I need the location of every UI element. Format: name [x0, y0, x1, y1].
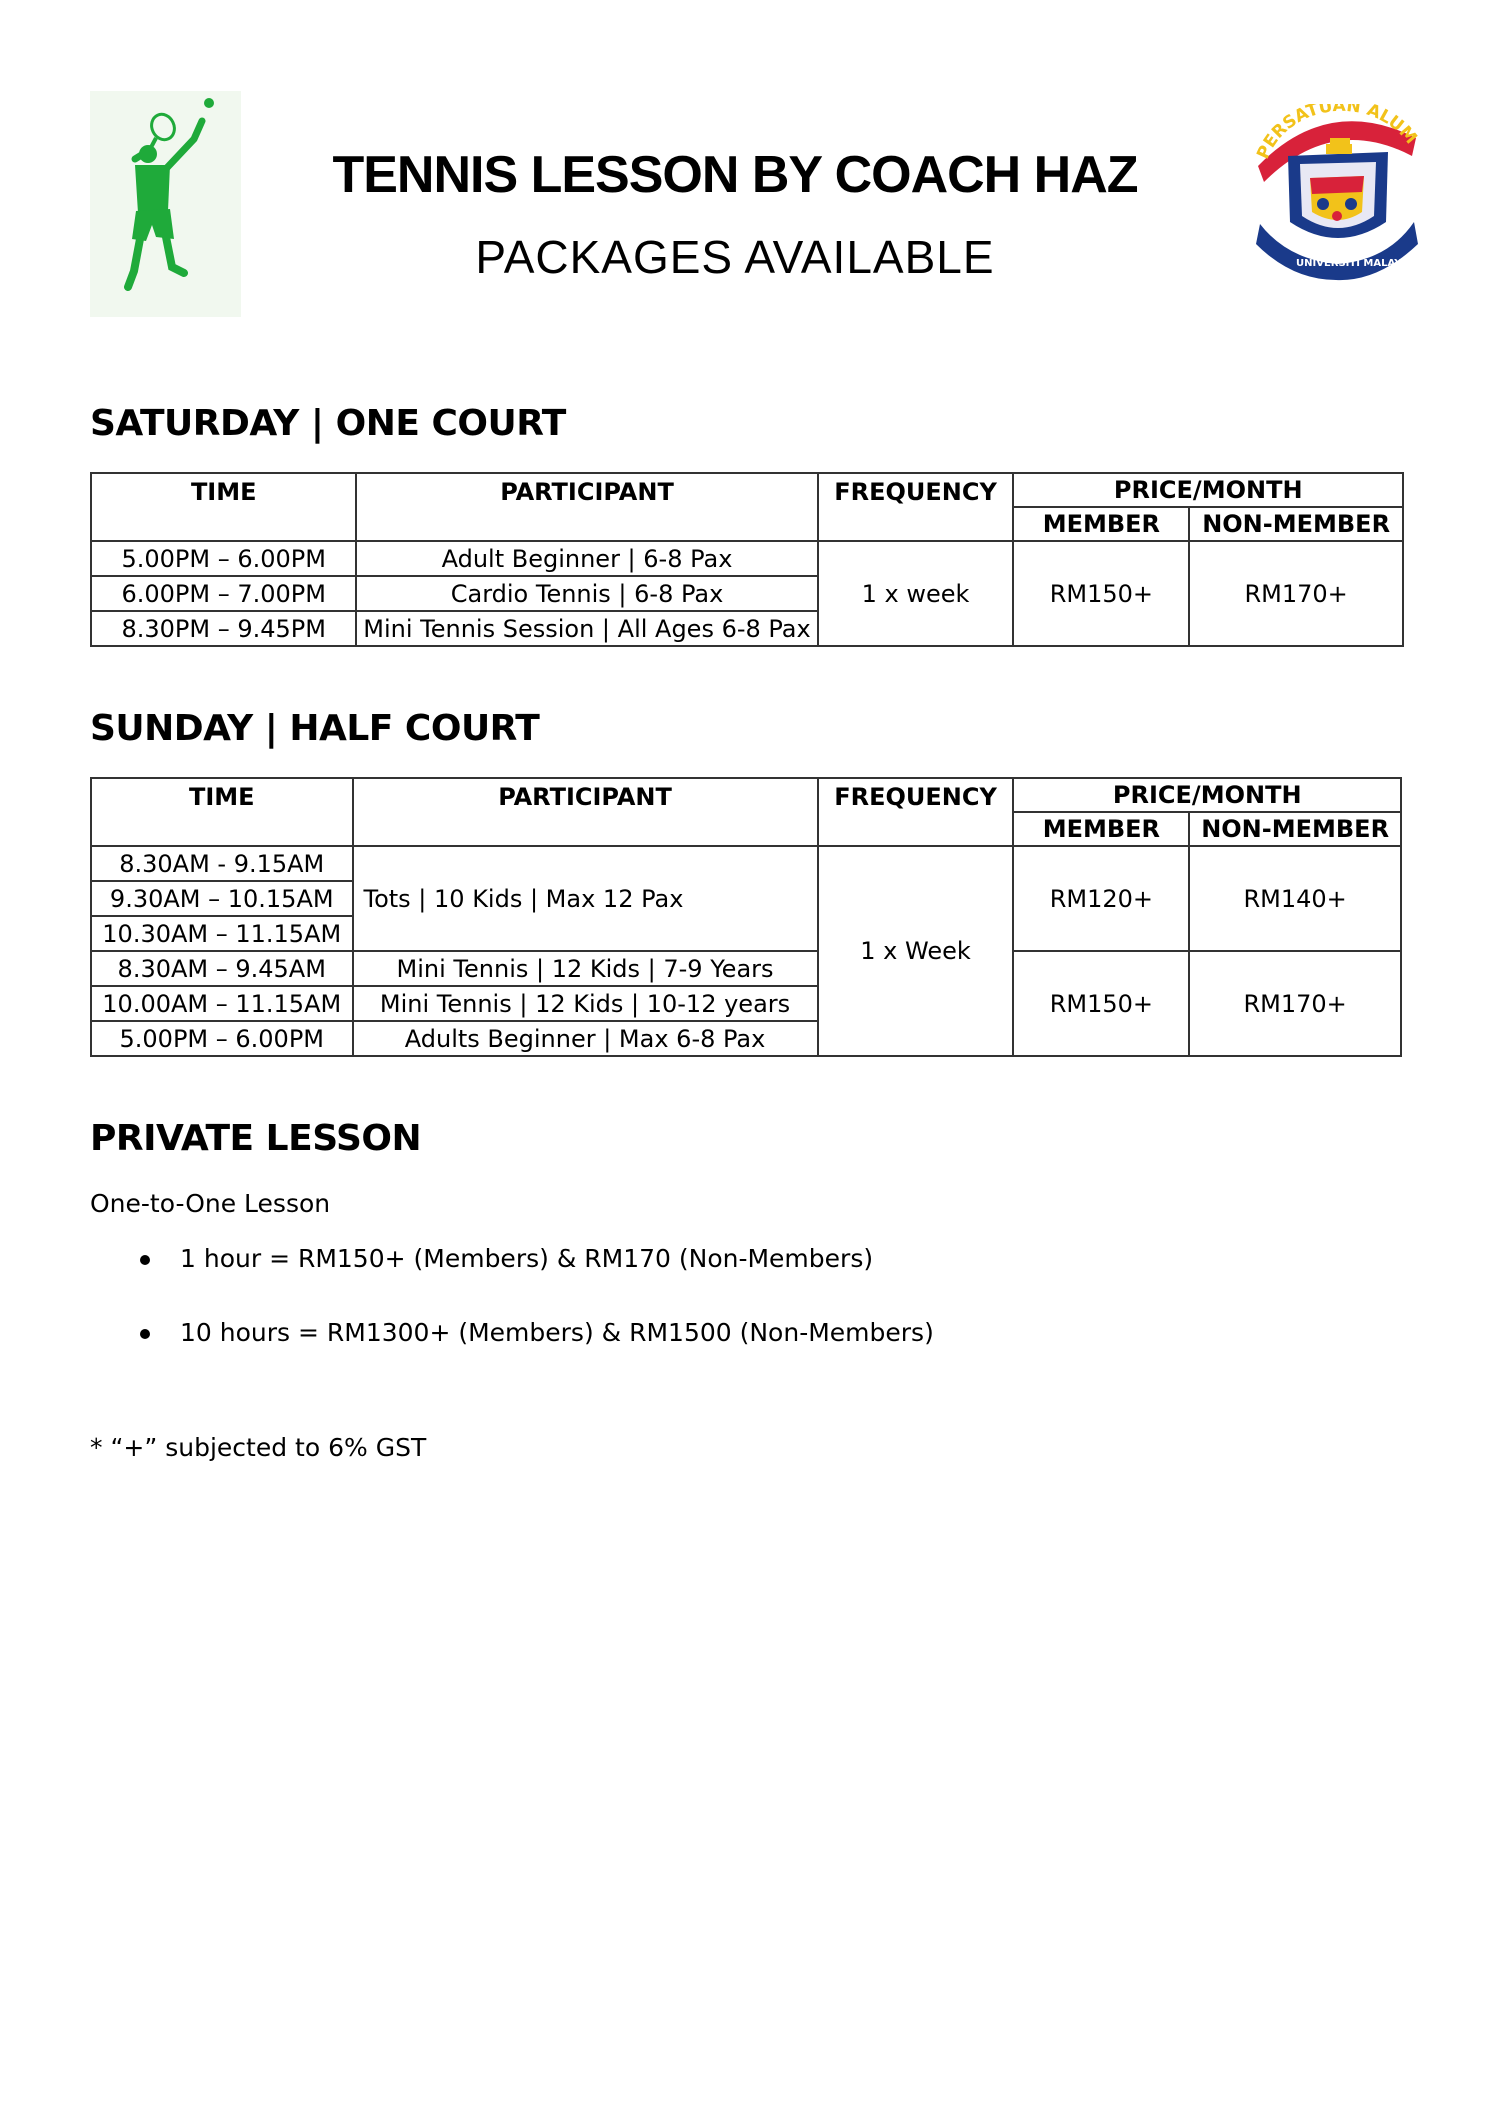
header-time: TIME — [91, 778, 353, 846]
participant-cell: Cardio Tennis | 6-8 Pax — [356, 576, 817, 611]
participant-cell: Adults Beginner | Max 6-8 Pax — [353, 1021, 818, 1056]
saturday-schedule-table — [90, 472, 1404, 647]
participant-cell: Tots | 10 Kids | Max 12 Pax — [353, 846, 818, 951]
member-price-cell: RM120+ — [1013, 846, 1189, 951]
table-row — [91, 951, 1401, 986]
sunday-heading: SUNDAY | HALF COURT — [90, 708, 540, 749]
participant-cell: Mini Tennis | 12 Kids | 7-9 Years — [353, 951, 818, 986]
header-non-member: NON-MEMBER — [1189, 812, 1401, 846]
adams-tennis-school-logo — [90, 91, 241, 317]
list-item-text: 10 hours = RM1300+ (Members) & RM1500 (Non-Members) — [180, 1318, 934, 1347]
header-member: MEMBER — [1013, 812, 1189, 846]
bullet-icon — [140, 1255, 150, 1265]
participant-cell: Mini Tennis Session | All Ages 6-8 Pax — [356, 611, 817, 646]
header-participant: PARTICIPANT — [356, 473, 817, 541]
participant-cell: Adult Beginner | 6-8 Pax — [356, 541, 817, 576]
participant-cell: Mini Tennis | 12 Kids | 10-12 years — [353, 986, 818, 1021]
sunday-schedule-table — [90, 777, 1402, 1057]
time-cell: 8.30PM – 9.45PM — [91, 611, 356, 646]
svg-text:UNIVERSITI MALAYA: UNIVERSITI MALAYA — [1296, 258, 1409, 269]
time-cell: 5.00PM – 6.00PM — [91, 541, 356, 576]
private-lesson-list — [140, 1244, 934, 1392]
time-cell: 10.00AM – 11.15AM — [91, 986, 353, 1021]
tennis-player-icon — [90, 91, 241, 317]
member-price-cell: RM150+ — [1013, 541, 1189, 646]
header-price-month: PRICE/MONTH — [1013, 473, 1403, 507]
header-non-member: NON-MEMBER — [1189, 507, 1403, 541]
header-price-month: PRICE/MONTH — [1013, 778, 1401, 812]
saturday-heading: SATURDAY | ONE COURT — [90, 403, 566, 444]
time-cell: 8.30AM – 9.45AM — [91, 951, 353, 986]
crest-icon — [1248, 104, 1426, 282]
frequency-cell: 1 x Week — [818, 846, 1014, 1056]
table-header-row — [91, 473, 1403, 507]
frequency-cell: 1 x week — [818, 541, 1014, 646]
table-header-row — [91, 778, 1401, 812]
header-participant: PARTICIPANT — [353, 778, 818, 846]
svg-text:PERSATUAN ALUMNI: PERSATUAN ALUM — [1253, 104, 1421, 163]
time-cell: 8.30AM - 9.15AM — [91, 846, 353, 881]
persatuan-alumni-crest — [1248, 104, 1426, 282]
header-member: MEMBER — [1013, 507, 1189, 541]
list-item-text: 1 hour = RM150+ (Members) & RM170 (Non-Members) — [180, 1244, 874, 1273]
header-frequency: FREQUENCY — [818, 473, 1014, 541]
time-cell: 10.30AM – 11.15AM — [91, 916, 353, 951]
non-member-price-cell: RM170+ — [1189, 541, 1403, 646]
private-lesson-intro: One-to-One Lesson — [90, 1189, 331, 1218]
private-lesson-heading: PRIVATE LESSON — [90, 1118, 422, 1159]
page-title: TENNIS LESSON BY COACH HAZ — [332, 146, 1138, 204]
non-member-price-cell: RM170+ — [1189, 951, 1401, 1056]
header-frequency: FREQUENCY — [818, 778, 1014, 846]
gst-footnote: * “+” subjected to 6% GST — [90, 1433, 427, 1462]
time-cell: 9.30AM – 10.15AM — [91, 881, 353, 916]
time-cell: 6.00PM – 7.00PM — [91, 576, 356, 611]
table-row — [91, 541, 1403, 576]
time-cell: 5.00PM – 6.00PM — [91, 1021, 353, 1056]
non-member-price-cell: RM140+ — [1189, 846, 1401, 951]
list-item — [140, 1244, 934, 1318]
bullet-icon — [140, 1329, 150, 1339]
page-subtitle: PACKAGES AVAILABLE — [475, 231, 995, 283]
header-time: TIME — [91, 473, 356, 541]
table-row — [91, 846, 1401, 881]
list-item — [140, 1318, 934, 1392]
member-price-cell: RM150+ — [1013, 951, 1189, 1056]
